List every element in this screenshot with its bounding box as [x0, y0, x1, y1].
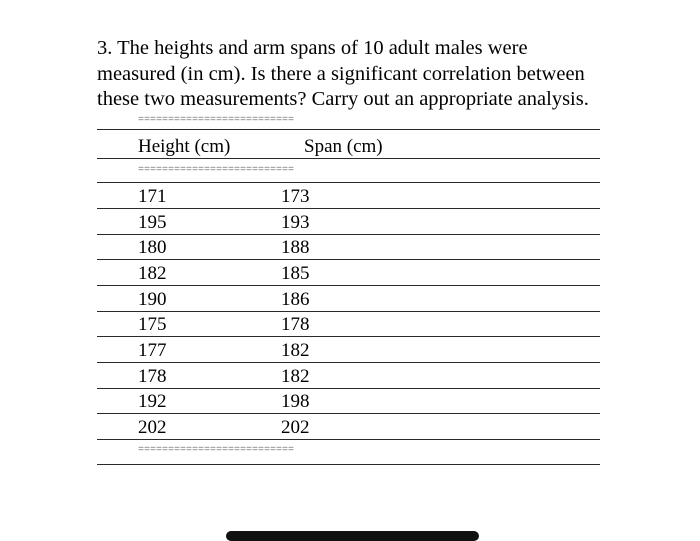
rule-line — [97, 311, 600, 312]
question-line: 3. The heights and arm spans of 10 adult males were — [97, 37, 528, 59]
header-separator: ========================== — [138, 166, 295, 176]
span-cell: 178 — [281, 314, 310, 335]
header-span: Span (cm) — [304, 136, 383, 157]
rule-line — [97, 182, 600, 183]
span-cell: 198 — [281, 391, 310, 412]
height-cell: 175 — [138, 314, 167, 335]
rule-line — [97, 158, 600, 159]
rule-line — [97, 336, 600, 337]
question-text — [97, 36, 617, 113]
height-cell: 190 — [138, 289, 167, 310]
height-cell: 178 — [138, 366, 167, 387]
rule-line — [97, 388, 600, 389]
span-cell: 182 — [281, 340, 310, 361]
question-line: these two measurements? Carry out an appropriate analysis. — [97, 88, 589, 110]
rule-line — [97, 234, 600, 235]
height-cell: 202 — [138, 417, 167, 438]
home-indicator-bar[interactable] — [226, 531, 479, 541]
height-cell: 182 — [138, 263, 167, 284]
question-line: measured (in cm). Is there a significant correlation between — [97, 62, 585, 85]
rule-line — [97, 208, 600, 209]
rule-line — [97, 285, 600, 286]
height-cell: 177 — [138, 340, 167, 361]
span-cell: 186 — [281, 289, 310, 310]
header-height: Height (cm) — [138, 136, 231, 157]
span-cell: 173 — [281, 186, 310, 207]
span-cell: 182 — [281, 366, 310, 387]
height-cell: 180 — [138, 237, 167, 258]
rule-line — [97, 439, 600, 440]
rule-line — [97, 413, 600, 414]
span-cell: 202 — [281, 417, 310, 438]
height-cell: 195 — [138, 212, 167, 233]
span-cell: 185 — [281, 263, 310, 284]
rule-line — [97, 362, 600, 363]
rule-line — [97, 259, 600, 260]
top-separator: ========================== — [138, 116, 295, 126]
rule-line — [97, 464, 600, 465]
rule-line — [97, 129, 600, 130]
span-cell: 188 — [281, 237, 310, 258]
span-cell: 193 — [281, 212, 310, 233]
bottom-separator: ========================== — [138, 446, 295, 456]
height-cell: 192 — [138, 391, 167, 412]
height-cell: 171 — [138, 186, 167, 207]
